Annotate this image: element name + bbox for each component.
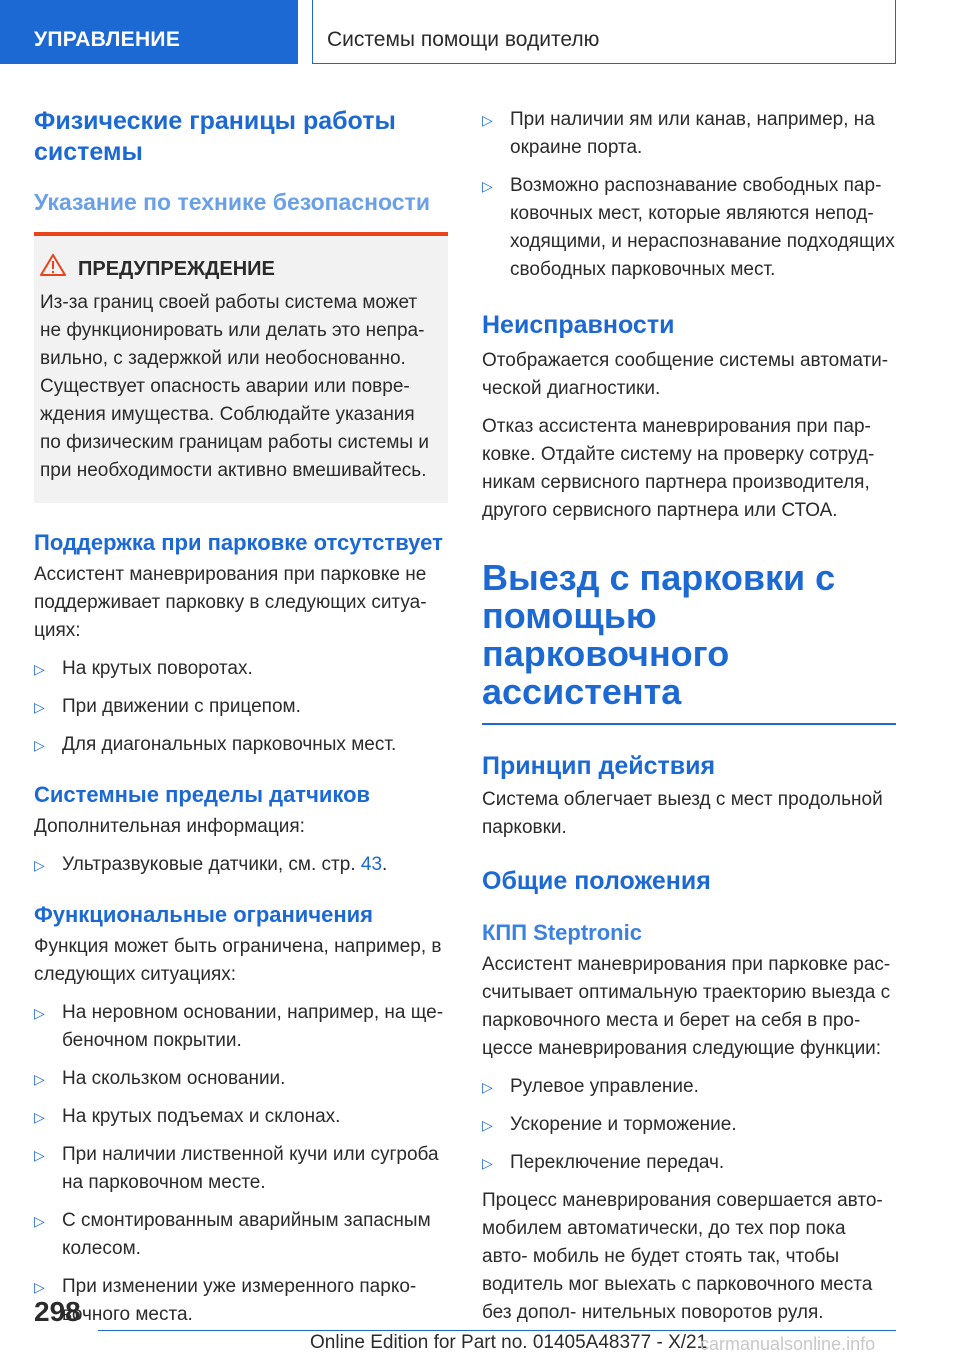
section-title-general: Общие положения <box>482 867 711 895</box>
subsection-title-functional-limits: Функциональные ограничения <box>34 902 373 927</box>
principle-text: Система облегчает выезд с мест продольной парковки. <box>482 789 883 838</box>
triangle-bullet-icon: ▷ <box>482 1117 493 1133</box>
header-section-tab: УПРАВЛЕНИЕ <box>0 0 298 64</box>
triangle-bullet-icon: ▷ <box>34 1109 45 1125</box>
triangle-bullet-icon: ▷ <box>34 1213 45 1229</box>
footer-watermark: carmanualsonline.info <box>700 1334 876 1354</box>
list-item: ▷ Возможно распознавание свободных пар- ковочных мест, которые являются непод- ходящими, и нераспознавание подходящих свободных парковочных мест. <box>482 172 896 284</box>
footer-edition: Online Edition for Part no. 01405A48377 - X/21 <box>310 1332 708 1353</box>
heading-divider <box>482 723 896 725</box>
warning-title: ПРЕДУПРЕЖДЕНИЕ <box>78 257 275 280</box>
chapter-title-exit-parking: Выезд с парковки с помощью парковочного ассистента <box>482 557 836 712</box>
page-reference-link[interactable]: 43 <box>360 854 383 875</box>
list-item: ▷ На крутых поворотах. <box>34 655 448 683</box>
support-list <box>34 655 448 759</box>
process-text: Процесс маневрирования совершается авто- мобилем автоматически, до тех пор пока авто- мобиль не будет стоять так, чтобы водитель мог выехать с парковочного места без допол- нительных поворотов руля. <box>482 1190 883 1323</box>
list-item: ▷ При наличии ям или канав, например, на окраине порта. <box>482 106 896 162</box>
subsection-title-safety: Указание по технике безопасности <box>34 189 430 215</box>
limits-list <box>34 999 448 1329</box>
triangle-bullet-icon: ▷ <box>34 1071 45 1087</box>
limits-text: Функция может быть ограничена, например, в следующих ситуациях: <box>34 936 442 985</box>
list-item: ▷ При изменении уже измеренного парко- вочного места. <box>34 1273 448 1329</box>
sensors-list <box>34 851 448 879</box>
list-item: ▷ При наличии лиственной кучи или сугроба на парковочном месте. <box>34 1141 448 1197</box>
triangle-bullet-icon: ▷ <box>482 178 493 194</box>
footer-divider <box>98 1330 896 1331</box>
subsection-title-support-missing: Поддержка при парковке отсутствует <box>34 530 443 555</box>
subsection-title-sensor-limits: Системные пределы датчиков <box>34 782 371 807</box>
list-item: ▷ На неровном основании, например, на ще- беночном покрытии. <box>34 999 448 1055</box>
faults-text-1: Отображается сообщение системы автомати- ческой диагностики. <box>482 350 889 399</box>
triangle-bullet-icon: ▷ <box>34 1147 45 1163</box>
warning-header <box>40 254 440 283</box>
top-list <box>482 106 896 284</box>
triangle-bullet-icon: ▷ <box>482 1079 493 1095</box>
list-item: ▷ Ускорение и торможение. <box>482 1111 896 1139</box>
list-item: ▷ С смонтированным аварийным запасным колесом. <box>34 1207 448 1263</box>
subsection-title-steptronic: КПП Steptronic <box>482 920 642 945</box>
triangle-bullet-icon: ▷ <box>34 699 45 715</box>
triangle-bullet-icon: ▷ <box>34 1005 45 1021</box>
right-column <box>482 102 896 1327</box>
support-text: Ассистент маневрирования при парковке не поддерживает парковку в следующих ситуа- циях: <box>34 564 427 641</box>
list-item: ▷ На крутых подъемах и склонах. <box>34 1103 448 1131</box>
triangle-bullet-icon: ▷ <box>34 1279 45 1295</box>
warning-text: Из-за границ своей работы система может не функционировать или делать это непра- вильно, с задержкой или необоснованно. Существует опасность аварии или повре- ждения имущества. Соблюдайте указания по физическим границам работы системы и при необходимости активно вмешивайтесь. <box>40 292 429 481</box>
section-title-faults: Неисправности <box>482 311 675 339</box>
list-item: ▷ Переключение передач. <box>482 1149 896 1177</box>
gearbox-text: Ассистент маневрирования при парковке рас- считывает оптимальную траекторию выезда с парковочного места и берет на себя в про- цессе маневрирования следующие функции: <box>482 954 891 1059</box>
list-item: ▷ При движении с прицепом. <box>34 693 448 721</box>
warning-box <box>34 232 448 503</box>
sensors-text: Дополнительная информация: <box>34 816 305 837</box>
triangle-bullet-icon: ▷ <box>482 1155 493 1171</box>
gearbox-list <box>482 1073 896 1177</box>
triangle-bullet-icon: ▷ <box>34 661 45 677</box>
warning-triangle-icon <box>40 254 78 283</box>
triangle-bullet-icon: ▷ <box>482 112 493 128</box>
header-chapter-title: Системы помощи водителю <box>312 0 896 64</box>
faults-text-2: Отказ ассистента маневрирования при пар- ковке. Отдайте систему на проверку сотруд- никам сервисного партнера производителя, другого сервисного партнера или СТОА. <box>482 416 875 521</box>
section-title-principle: Принцип действия <box>482 752 716 780</box>
triangle-bullet-icon: ▷ <box>34 857 45 873</box>
list-item: ▷ На скользком основании. <box>34 1065 448 1093</box>
page-number: 298 <box>34 1296 81 1327</box>
list-item: ▷ Ультразвуковые датчики, см. стр. 43. <box>34 851 448 879</box>
triangle-bullet-icon: ▷ <box>34 737 45 753</box>
section-title-physical-limits: Физические границы работы системы <box>34 107 396 166</box>
left-column <box>34 102 448 1329</box>
list-item: ▷ Рулевое управление. <box>482 1073 896 1101</box>
list-item: ▷ Для диагональных парковочных мест. <box>34 731 448 759</box>
